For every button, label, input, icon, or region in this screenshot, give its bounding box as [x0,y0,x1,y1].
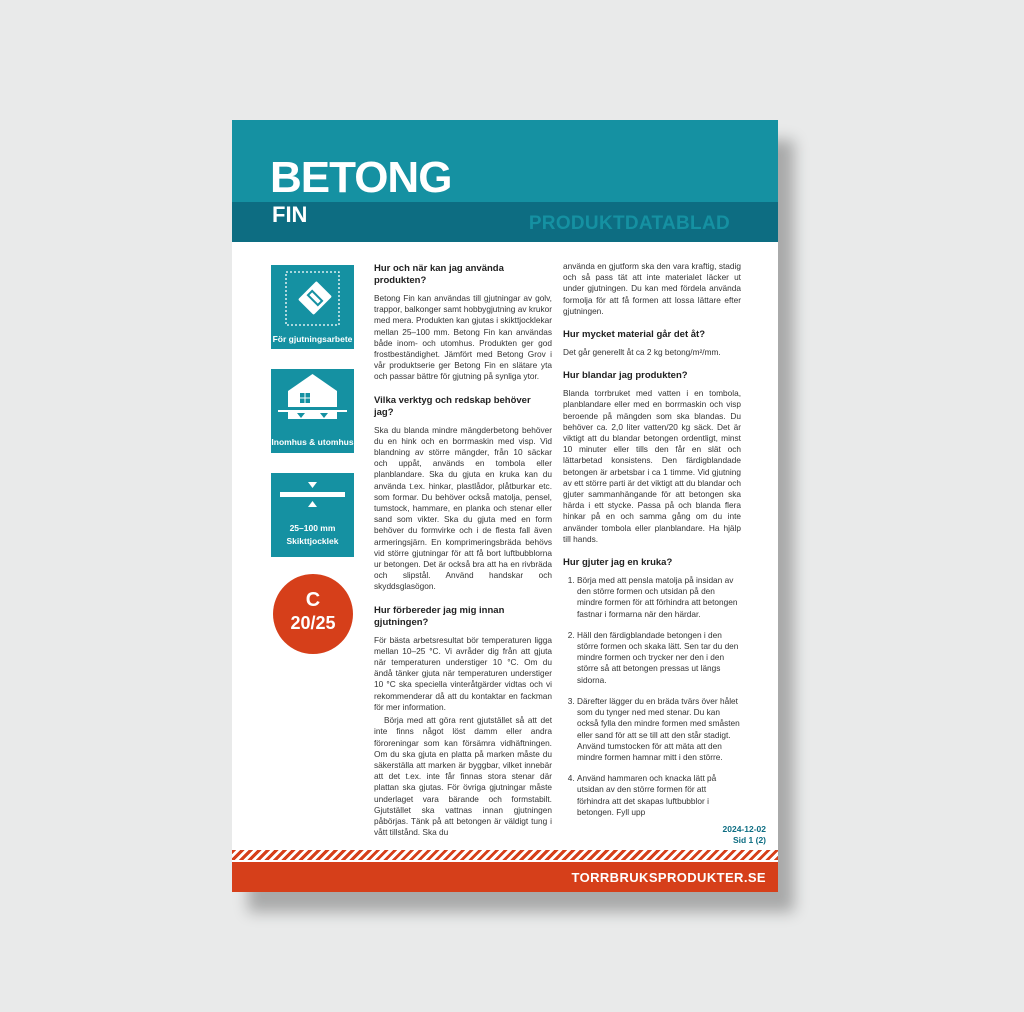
product-title: BETONG [270,153,452,202]
footer-band [232,862,778,892]
section-heading: Hur blandar jag produkten? [563,370,688,382]
strength-class-badge [273,574,353,654]
list-item: 4. Använd hammaren och knacka lätt på utsidan av den större formen för att förhindra att det skapas luftbubblor i betongen. Fyll upp [577,773,741,818]
badge-label: Skikttjocklek [286,536,339,546]
house-icon [271,369,354,435]
section-heading: Hur och när kan jag använda produkten? [374,263,504,286]
badge-casting-work [271,265,354,349]
document-type: PRODUKTDATABLAD [528,213,730,234]
product-subtitle: FIN [272,202,308,227]
section-heading: Hur gjuter jag en kruka? [563,557,673,569]
footer-stripes [232,850,778,860]
step-list [563,575,741,818]
strength-class-value: 20/25 [290,613,336,633]
badge-label: Inomhus & utomhus [271,437,354,447]
product-data-sheet [232,120,778,892]
section-paragraph: Ska du blanda mindre mängderbetong behöver du en hink och en borrmaskin med visp. Vid blandning av större mängder, från 10 säckar och uppåt, används en tombola eller planblandare. Ska du gjuta en kruka kan du använda t.ex. hinkar, plastlådor, plåtburkar etc. som formar. Du behöver också matolja, pensel, tumstock, hammare, en planka och stenar eller sand som vikter. Ska du gjuta med en form behöver du formvirke och i de flesta fall även armeringsjärn. En komprimeringsbräda behövs vid större gjutningar för att få bort luftbubblorna ur betongen. Det är också bra att ha en rivbräda och slipstål. Använd handskar och skyddsglasögon. [374,424,552,592]
list-item: 1. Börja med att pensla matolja på insidan av den större formen och utsidan på den mindre formen för att förhindra att betongen fastnar i formarna när den härdar. [577,575,741,620]
section-paragraph: Blanda torrbruket med vatten i en tombola, planblandare eller med en borrmaskin och visp beroende på mängden som ska blandas. Du behöver ca. 2,0 liter vatten/20 kg säck. Det är viktigt att du blandar betongen ordentligt, minst 10 minuter eller tills den får en slät och lättarbetad konsistens. Den färdigblandade betongen är arbetsbar i ca 1 timme. Vid gjutning av ett större parti är det viktigt att du blandar och gjuter sammanhängande för att betongen ska härda i ett stycke. Passa på och blanda flera hinkar på en och samma gång om du inte använder tombola eller planblandare. Ha hjälp till hands. [563,388,742,544]
document-date: 2024-12-02 [722,824,766,834]
list-item: 2. Häll den färdigblandade betongen i den större formen och skaka lätt. Sen tar du den mindre formen och trycker ner den i den större så att betongen pressas ut längs sidorna. [577,630,741,686]
text-column-2 [563,261,741,828]
section-heading: Hur förbereder jag mig innan gjutningen? [374,604,505,628]
website-link[interactable]: TORRBRUKSPRODUKTER.SE [571,870,766,885]
page-number: Sid 1 (2) [732,835,766,845]
section-paragraph: För bästa arbetsresultat bör temperaturen ligga mellan 10–25 °C. Vi avråder dig från att gjuta när temperaturen understiger 10 °C. Om du ändå tänker gjuta när temperaturen understiger 10 °C ska speciella vinteråtgärder vidtas och vi rekommenderar då att du kontaktar en fackman för mer information. [374,634,552,712]
strength-class-letter: C [305,589,321,611]
text-column-1 [374,263,552,850]
badge-layer-thickness [271,473,354,557]
section-paragraph: Det går generellt åt ca 2 kg betong/m²/mm. [563,347,721,358]
badge-label: För gjutningsarbete [272,334,353,344]
trowel-icon [271,265,354,337]
section-heading: Hur mycket material går det åt? [563,329,706,341]
section-paragraph: använda en gjutform ska den vara kraftig, stadig och så pass tät att inte materialet läcker ut under gjutningen. Du kan med fördela använda formolja för att få formen att lossa lättare efter gjutningen. [563,261,741,316]
section-heading: Vilka verktyg och redskap behöver jag? [374,394,531,418]
section-paragraph: Börja med att göra rent gjutstället så att det inte finns något löst damm eller andra föroreningar som kan försämra vidhäftningen. Om du ska gjuta en platta på marken måste du säkerställa att marken är byggbar, vilket innebär att det t.ex. inte får finnas stora stenar där plattan ska gjutas. För övriga gjutningar måste underlaget vara bärande och formstabilt. Gjutstället ska vattnas innan gjutningen påbörjas. Tänk på att betongen är väldigt tung i vått tillstånd. Ska du [374,715,552,838]
section-paragraph: Betong Fin kan användas till gjutningar av golv, trappor, balkonger samt hobbygjutning av krukor med mera. Produkten kan gjutas i skikttjocklekar mellan 25–100 mm. Betong Fin kan användas både inom- och utomhus. Produkten ger god frostbeständighet. Jämfört med Betong Grov i vår produktserie ger Betong Fin en slätare yta och passar bättre för gjutning på synliga ytor. [374,293,552,382]
badge-label-thickness: 25–100 mm [289,523,336,533]
page-meta [723,824,766,846]
badge-indoor-outdoor [271,369,354,453]
list-item: 3. Därefter lägger du en bräda tvärs över hålet som du tynger ned med stenar. Du kan också fylla den mindre formen med småsten eller sand för att se till att den står stadigt. Använd tumstocken för att mäta att den mindre formen hamnar mitt i den större. [577,696,741,763]
layer-thickness-icon [271,473,354,519]
